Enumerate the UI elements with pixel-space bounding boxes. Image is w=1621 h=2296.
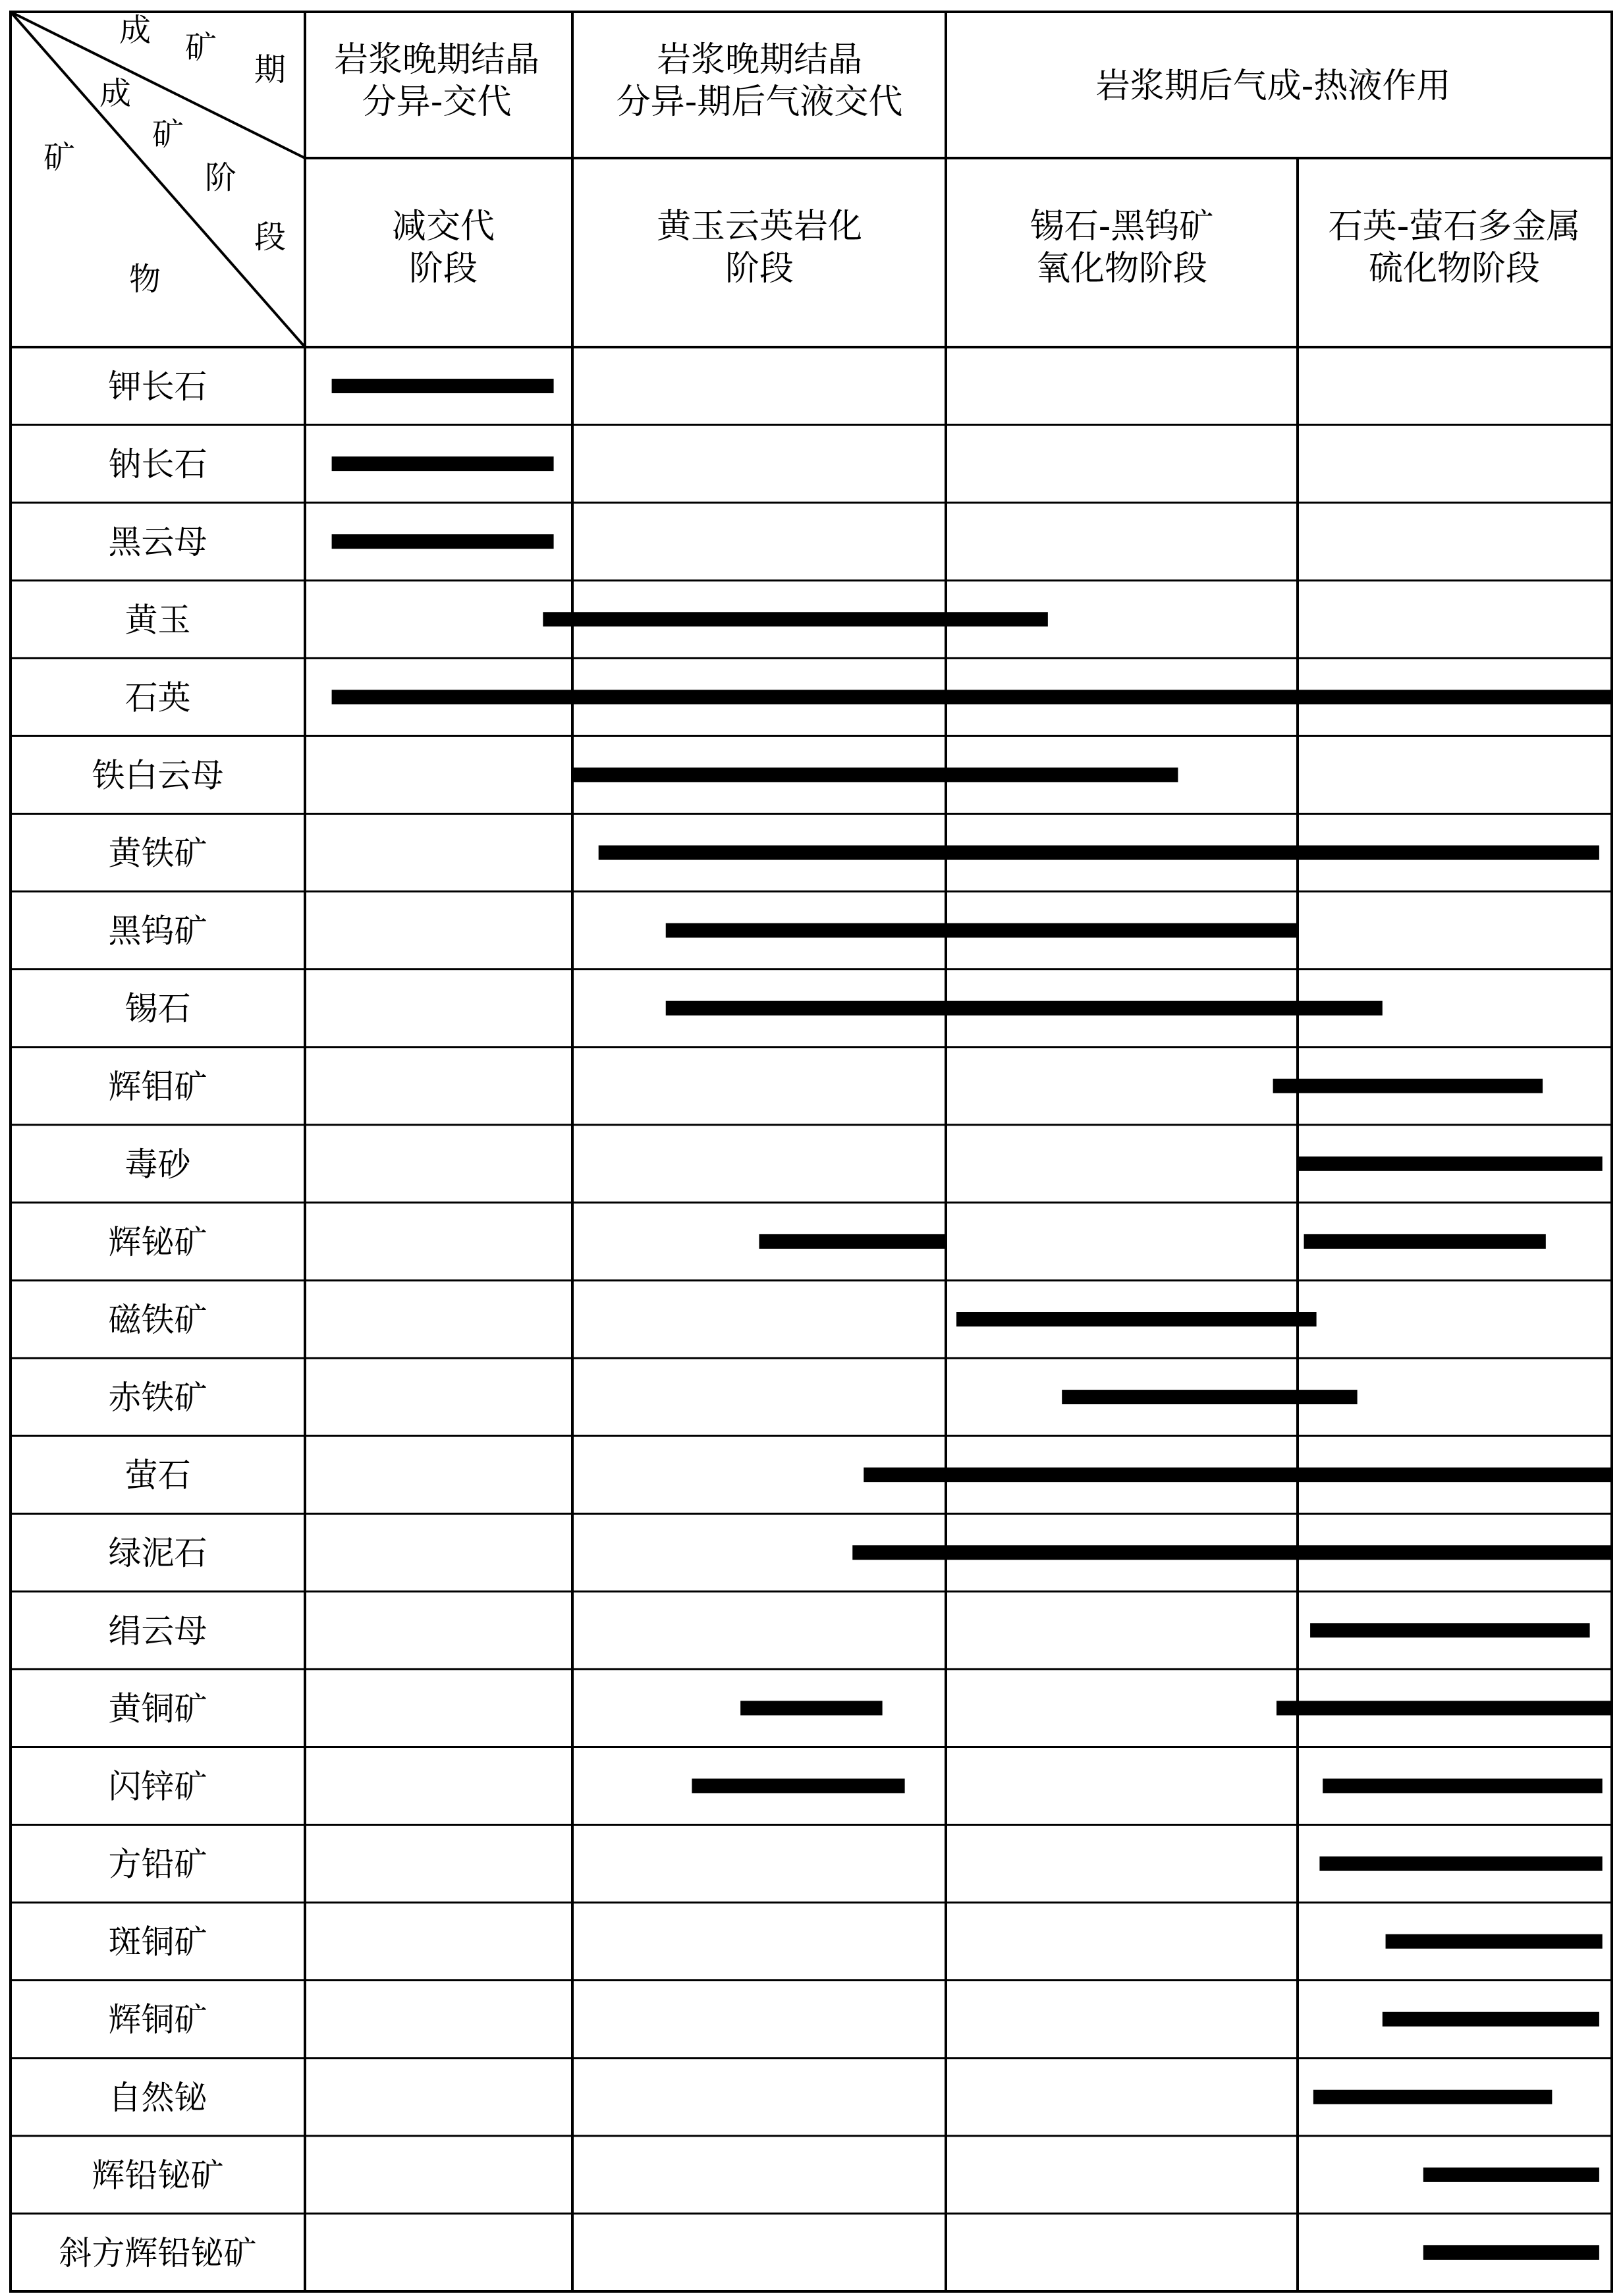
mineral-label: 石英	[124, 678, 191, 717]
duration-bar	[332, 690, 1612, 704]
duration-bar	[1313, 2090, 1552, 2104]
duration-bar	[956, 1312, 1317, 1326]
stage-3-line-2: 氧化物阶段	[1035, 249, 1208, 288]
duration-bar	[864, 1467, 1612, 1482]
corner-stage-char-3: 阶	[204, 159, 237, 196]
duration-bar	[332, 534, 554, 549]
duration-bar	[666, 1001, 1383, 1016]
mineral-label: 辉钼矿	[108, 1067, 207, 1106]
period-2-line-1: 岩浆晚期结晶	[656, 40, 863, 80]
mineral-label: 黄铜矿	[108, 1689, 207, 1728]
duration-bar	[1298, 1157, 1603, 1171]
mineral-label: 磁铁矿	[108, 1301, 207, 1339]
duration-bar	[1423, 2245, 1599, 2260]
duration-bar	[1304, 1234, 1546, 1249]
mineral-label: 辉铅铋矿	[92, 2156, 224, 2195]
mineral-label: 绢云母	[108, 1612, 207, 1651]
corner-stage-char-2: 矿	[151, 116, 184, 153]
mineral-label: 自然铋	[108, 2078, 207, 2117]
corner-mineral-char-2: 物	[128, 261, 161, 298]
mineral-label: 钾长石	[108, 368, 207, 406]
duration-bar	[332, 456, 554, 471]
corner-mineral-char-1: 矿	[43, 139, 76, 176]
period-3-line-1: 岩浆期后气成-热液作用	[1095, 67, 1451, 106]
corner-period-char-1: 成	[119, 12, 151, 49]
duration-bar	[740, 1701, 882, 1715]
duration-bar	[666, 923, 1298, 938]
mineral-label: 绿泥石	[108, 1534, 207, 1573]
corner-stage-char-1: 成	[99, 75, 132, 112]
stage-4-line-2: 硫化物阶段	[1368, 249, 1541, 288]
mineral-label: 辉铋矿	[108, 1222, 207, 1261]
duration-bar	[1062, 1390, 1357, 1404]
stage-4-line-1: 石英-萤石多金属	[1328, 207, 1581, 246]
mineral-label: 闪锌矿	[108, 1767, 207, 1806]
mineral-label: 黄玉	[124, 601, 191, 640]
stage-1-line-2: 阶段	[408, 249, 478, 288]
duration-bar	[1383, 2012, 1599, 2027]
duration-bar	[1323, 1778, 1603, 1793]
mineral-label: 斜方辉铅铋矿	[59, 2233, 257, 2272]
period-1-line-2: 分异-交代	[362, 82, 512, 122]
mineral-label: 方铅矿	[108, 1845, 207, 1884]
mineral-label: 铁白云母	[92, 756, 224, 795]
duration-bar	[1319, 1857, 1602, 1871]
mineral-label: 钠长石	[108, 445, 207, 484]
corner-period-char-2: 矿	[184, 29, 217, 66]
stage-2-line-1: 黄玉云英岩化	[656, 207, 863, 246]
stage-3-line-1: 锡石-黑钨矿	[1030, 207, 1214, 246]
stage-2-line-2: 阶段	[725, 249, 794, 288]
stage-1-line-1: 减交代	[391, 207, 495, 246]
period-2-line-2: 分异-期后气液交代	[616, 82, 903, 122]
mineral-label: 辉铜矿	[108, 2000, 207, 2039]
duration-bar	[572, 767, 1178, 782]
duration-bar	[1310, 1623, 1590, 1637]
mineral-label: 黄铁矿	[108, 834, 207, 873]
duration-bar	[1273, 1079, 1543, 1093]
duration-bar	[759, 1234, 947, 1249]
mineral-label: 毒砂	[124, 1145, 191, 1184]
duration-bar	[692, 1778, 904, 1793]
duration-bar	[852, 1545, 1612, 1560]
mineral-label: 黑云母	[108, 523, 207, 562]
corner-stage-char-4: 段	[254, 219, 287, 256]
mineral-label: 斑铜矿	[108, 1923, 207, 1961]
mineral-label: 锡石	[124, 989, 191, 1028]
duration-bar	[543, 612, 1048, 626]
mineral-label: 萤石	[124, 1456, 191, 1495]
mineral-label: 黑钨矿	[108, 912, 207, 950]
duration-bar	[1277, 1701, 1612, 1715]
duration-bar	[332, 379, 554, 393]
duration-bar	[1386, 1934, 1603, 1949]
mineral-label: 赤铁矿	[108, 1379, 207, 1417]
period-1-line-1: 岩浆晚期结晶	[333, 40, 540, 80]
corner-period-char-3: 期	[254, 51, 287, 88]
duration-bar	[599, 846, 1599, 860]
duration-bar	[1423, 2168, 1599, 2182]
